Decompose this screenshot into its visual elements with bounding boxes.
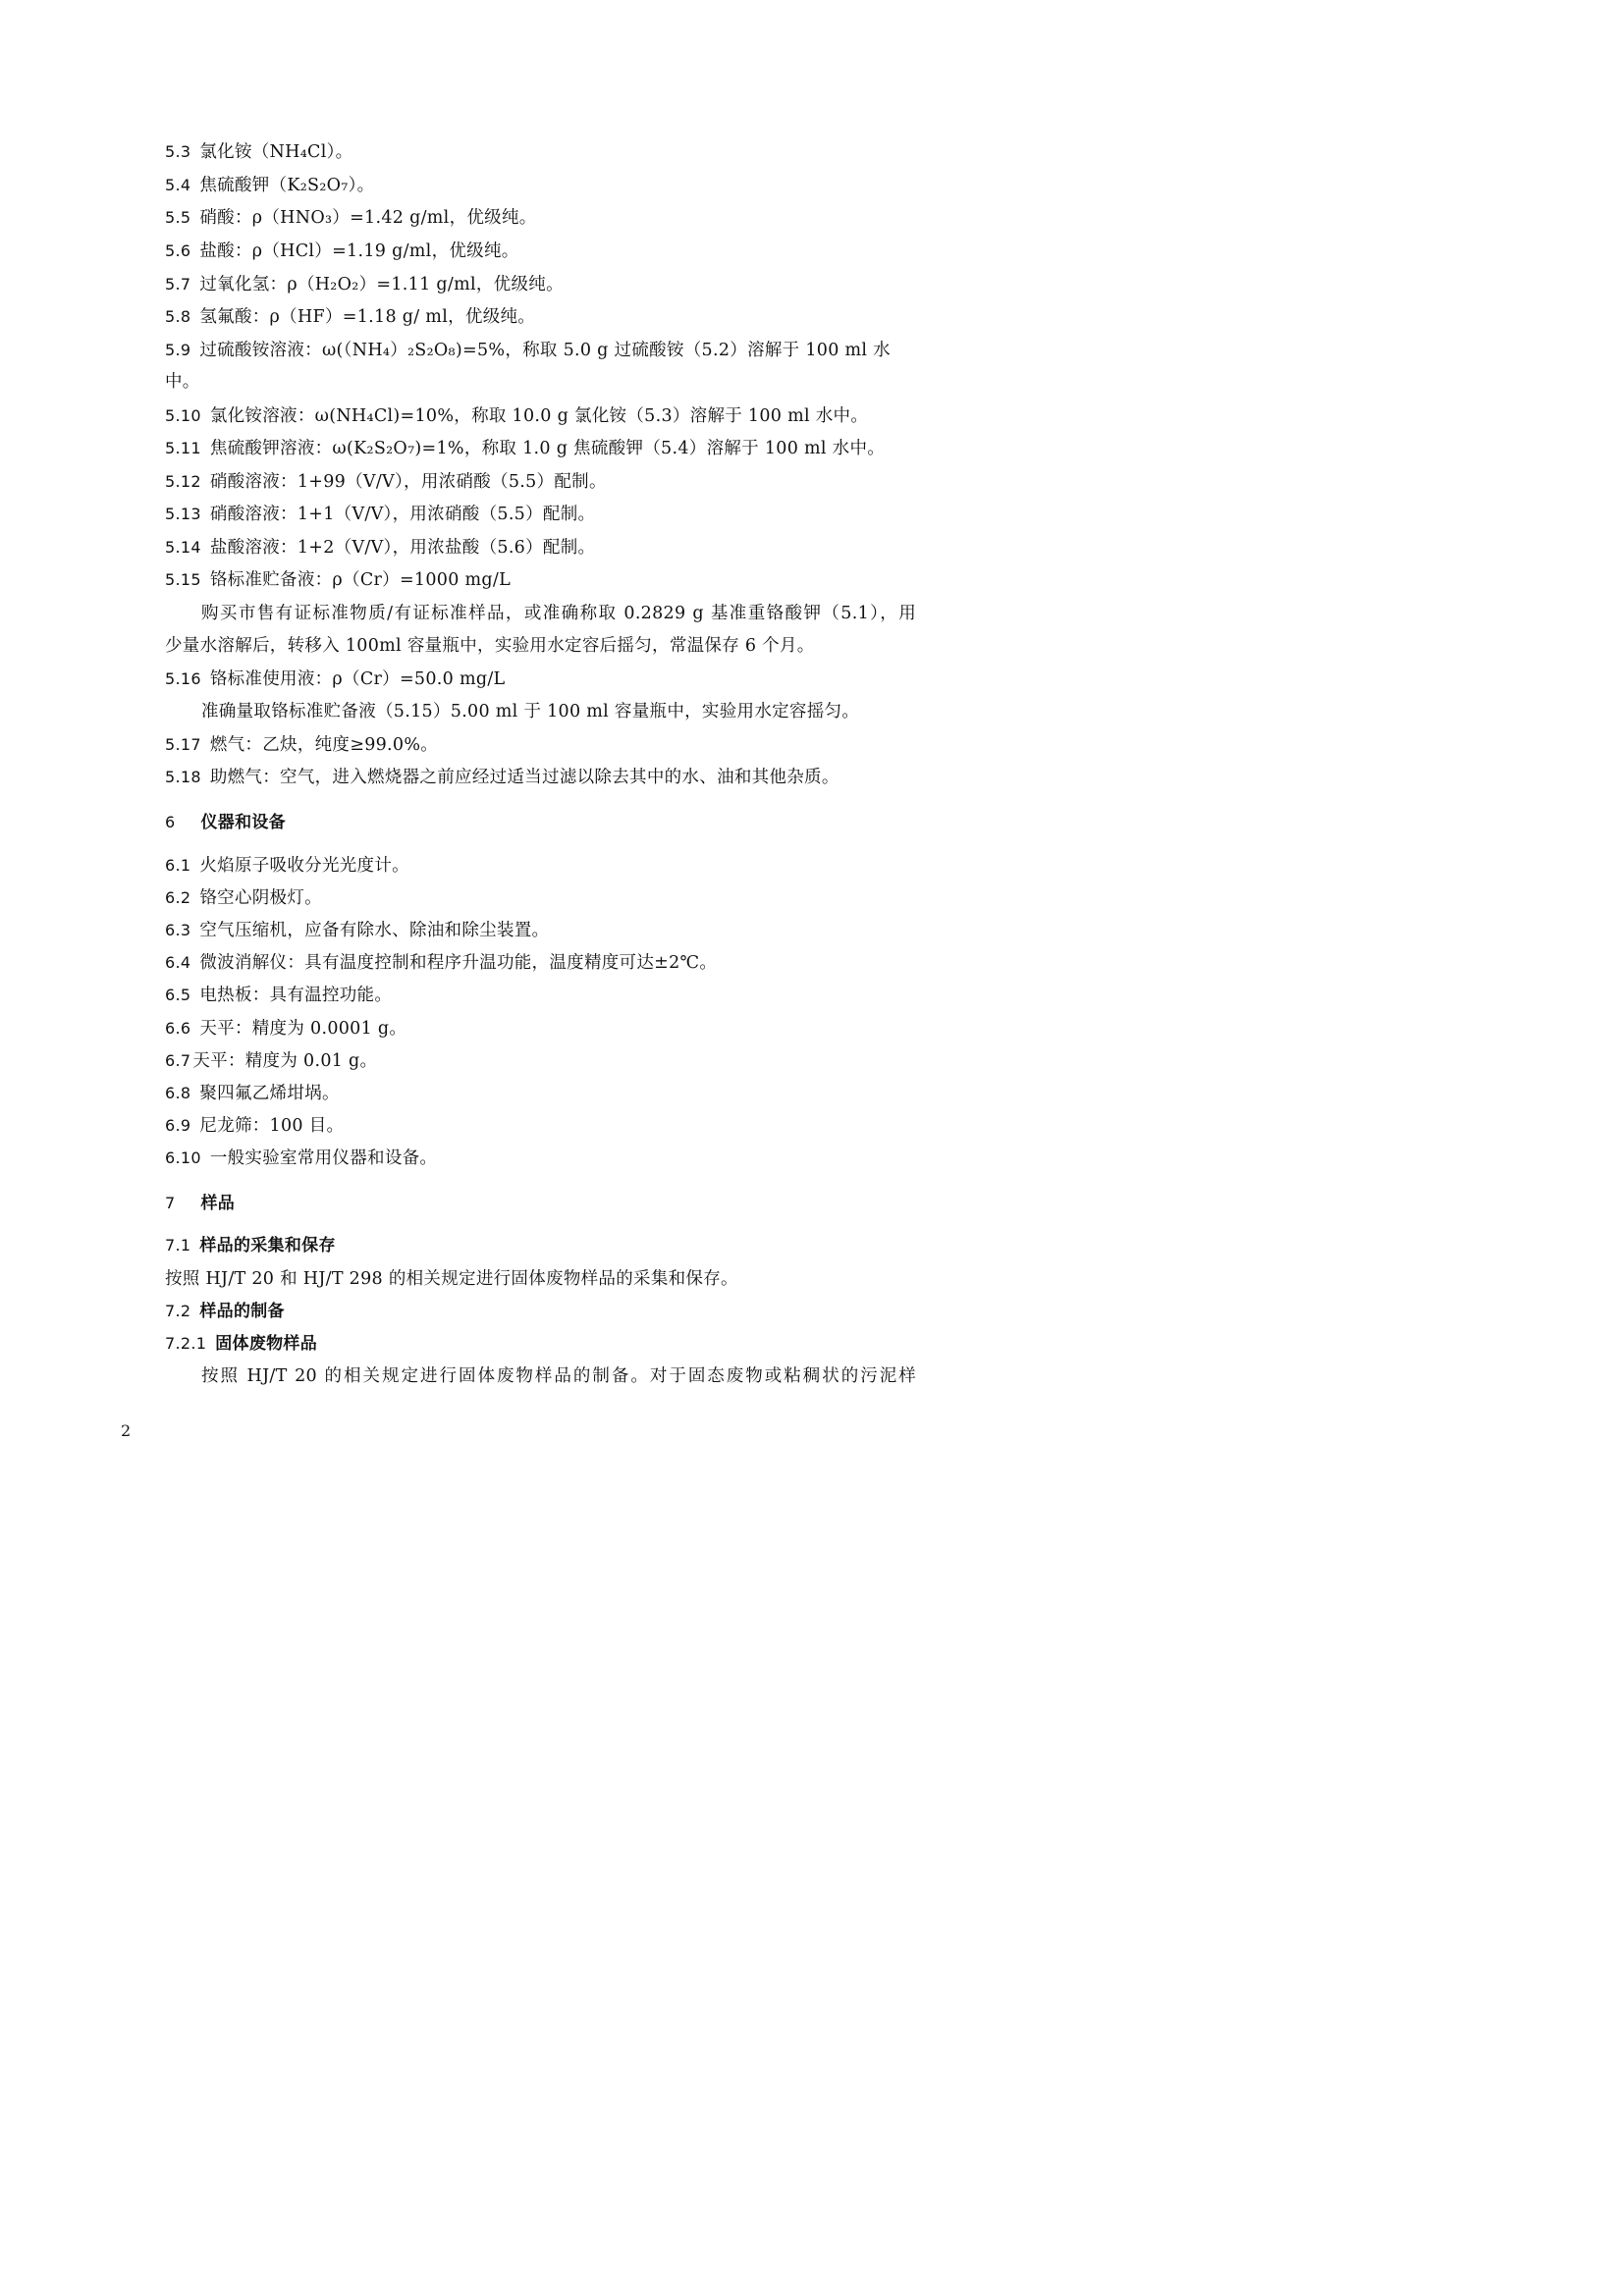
item-text: 微波消解仪：具有温度控制和程序升温功能，温度精度可达±2℃。 (199, 953, 718, 973)
item-5-10 (165, 405, 868, 427)
item-number: 5.10 (165, 406, 201, 425)
item-number: 5.7 (165, 275, 191, 294)
item-text: 天平：精度为 0.0001 g。 (199, 1019, 407, 1039)
item-number: 6.7 (165, 1051, 191, 1070)
item-text: 空气压缩机，应备有除水、除油和除尘装置。 (199, 921, 550, 940)
item-5-18 (165, 767, 839, 788)
item-5-17 (165, 734, 438, 756)
item-text: 火焰原子吸收分光光度计。 (199, 856, 409, 876)
item-number: 6.3 (165, 921, 191, 939)
item-text: 盐酸：ρ（HCl）=1.19 g/ml，优级纯。 (199, 241, 519, 261)
item-number: 5.8 (165, 307, 191, 326)
item-5-12 (165, 471, 607, 493)
item-5-15-paragraph-line1: 购买市售有证标准物质/有证标准样品，或准确称取 0.2829 g 基准重铬酸钾（5.1），用 (201, 604, 916, 623)
item-6-8 (165, 1083, 340, 1104)
item-text: 助燃气：空气，进入燃烧器之前应经过适当过滤以除去其中的水、油和其他杂质。 (209, 768, 839, 787)
item-text: 铬标准使用液：ρ（Cr）=50.0 mg/L (209, 669, 506, 689)
item-text: 焦硫酸钾溶液：ω(K₂S₂O₇)=1%，称取 1.0 g 焦硫酸钾（5.4）溶解于 100 ml 水中。 (209, 439, 886, 458)
subsection-number: 7.2.1 (165, 1334, 207, 1353)
item-number: 5.14 (165, 538, 201, 557)
item-number: 6.2 (165, 888, 191, 907)
item-number: 5.16 (165, 669, 201, 688)
item-number: 6.10 (165, 1148, 201, 1167)
item-number: 6.9 (165, 1116, 191, 1135)
item-number: 5.12 (165, 472, 201, 491)
item-number: 5.18 (165, 768, 201, 786)
item-text: 铬空心阴极灯。 (199, 888, 322, 908)
item-5-4 (165, 175, 374, 196)
item-number: 5.5 (165, 208, 191, 227)
item-text: 天平：精度为 0.01 g。 (192, 1051, 378, 1071)
item-6-7 (165, 1050, 377, 1072)
item-6-4 (165, 952, 717, 974)
item-5-8 (165, 306, 535, 328)
item-6-6 (165, 1018, 406, 1040)
item-5-7 (165, 274, 564, 295)
item-5-13 (165, 504, 595, 525)
item-number: 6.8 (165, 1084, 191, 1102)
item-text: 氯化铵溶液：ω(NH₄Cl)=10%，称取 10.0 g 氯化铵（5.3）溶解于 100 ml 水中。 (209, 406, 869, 426)
item-number: 6.1 (165, 856, 191, 875)
item-6-9 (165, 1115, 344, 1137)
item-6-1 (165, 855, 409, 877)
item-text: 电热板：具有温控功能。 (199, 986, 393, 1005)
item-5-5 (165, 207, 537, 229)
item-text: 聚四氟乙烯坩埚。 (199, 1084, 340, 1103)
item-text: 盐酸溶液：1+2（V/V），用浓盐酸（5.6）配制。 (209, 538, 596, 558)
item-6-3 (165, 920, 549, 941)
subsection-7-2-1-heading (165, 1333, 317, 1355)
item-5-11 (165, 438, 885, 459)
subsection-7-1-heading (165, 1235, 336, 1256)
section-number: 6 (165, 813, 176, 831)
item-5-6 (165, 240, 519, 262)
item-text: 燃气：乙炔，纯度≥99.0%。 (209, 735, 439, 755)
section-title: 样品 (200, 1194, 236, 1213)
item-number: 5.17 (165, 735, 201, 754)
item-6-10 (165, 1148, 437, 1169)
item-number: 6.6 (165, 1019, 191, 1038)
item-5-15 (165, 569, 511, 591)
section-title: 仪器和设备 (200, 813, 286, 832)
item-6-2 (165, 887, 322, 909)
item-number: 5.15 (165, 570, 201, 589)
item-text: 硝酸溶液：1+99（V/V），用浓硝酸（5.5）配制。 (209, 472, 607, 492)
item-5-3 (165, 141, 353, 163)
subsection-7-2-heading (165, 1301, 285, 1322)
item-number: 5.6 (165, 241, 191, 260)
subsection-title: 固体废物样品 (215, 1334, 318, 1354)
subsection-7-1-text: 按照 HJ/T 20 和 HJ/T 298 的相关规定进行固体废物样品的采集和保存。 (165, 1269, 738, 1289)
section-number: 7 (165, 1194, 176, 1212)
item-number: 5.13 (165, 505, 201, 523)
item-number: 6.5 (165, 986, 191, 1004)
item-number: 5.4 (165, 176, 191, 194)
item-text: 尼龙筛：100 目。 (199, 1116, 345, 1136)
document-page (0, 0, 1081, 1530)
item-5-16-paragraph: 准确量取铬标准贮备液（5.15）5.00 ml 于 100 ml 容量瓶中，实验用水定容摇匀。 (201, 702, 860, 721)
section-7-heading (165, 1193, 235, 1214)
subsection-title: 样品的采集和保存 (199, 1236, 336, 1255)
item-number: 6.4 (165, 953, 191, 972)
item-text: 硝酸：ρ（HNO₃）=1.42 g/ml，优级纯。 (199, 208, 537, 228)
item-text: 氯化铵（NH₄Cl）。 (199, 142, 353, 162)
item-5-16 (165, 668, 505, 690)
subsection-7-2-1-text: 按照 HJ/T 20 的相关规定进行固体废物样品的制备。对于固态废物或粘稠状的污泥样 (201, 1366, 916, 1386)
item-text: 氢氟酸：ρ（HF）=1.18 g/ ml，优级纯。 (199, 307, 536, 327)
page-number: 2 (121, 1421, 132, 1440)
item-number: 5.11 (165, 439, 201, 457)
subsection-title: 样品的制备 (199, 1302, 285, 1321)
item-5-9-continuation: 中。 (165, 372, 200, 392)
item-text: 铬标准贮备液：ρ（Cr）=1000 mg/L (209, 570, 512, 590)
item-text: 硝酸溶液：1+1（V/V），用浓硝酸（5.5）配制。 (209, 505, 596, 524)
item-text: 焦硫酸钾（K₂S₂O₇）。 (199, 176, 375, 195)
subsection-number: 7.1 (165, 1236, 191, 1255)
item-5-9 (165, 340, 891, 361)
item-text: 过氧化氢：ρ（H₂O₂）=1.11 g/ml，优级纯。 (199, 275, 564, 294)
item-6-5 (165, 985, 392, 1006)
item-number: 5.3 (165, 142, 191, 161)
subsection-number: 7.2 (165, 1302, 191, 1320)
item-text: 过硫酸铵溶液：ω(（NH₄）₂S₂O₈)=5%，称取 5.0 g 过硫酸铵（5.2）溶解于 100 ml 水 (199, 341, 891, 360)
item-text: 一般实验室常用仪器和设备。 (209, 1148, 438, 1168)
item-number: 5.9 (165, 341, 191, 359)
section-6-heading (165, 812, 286, 833)
item-5-14 (165, 537, 595, 559)
item-5-15-paragraph-line2: 少量水溶解后，转移入 100ml 容量瓶中，实验用水定容后摇匀，常温保存 6 个月。 (165, 636, 815, 656)
